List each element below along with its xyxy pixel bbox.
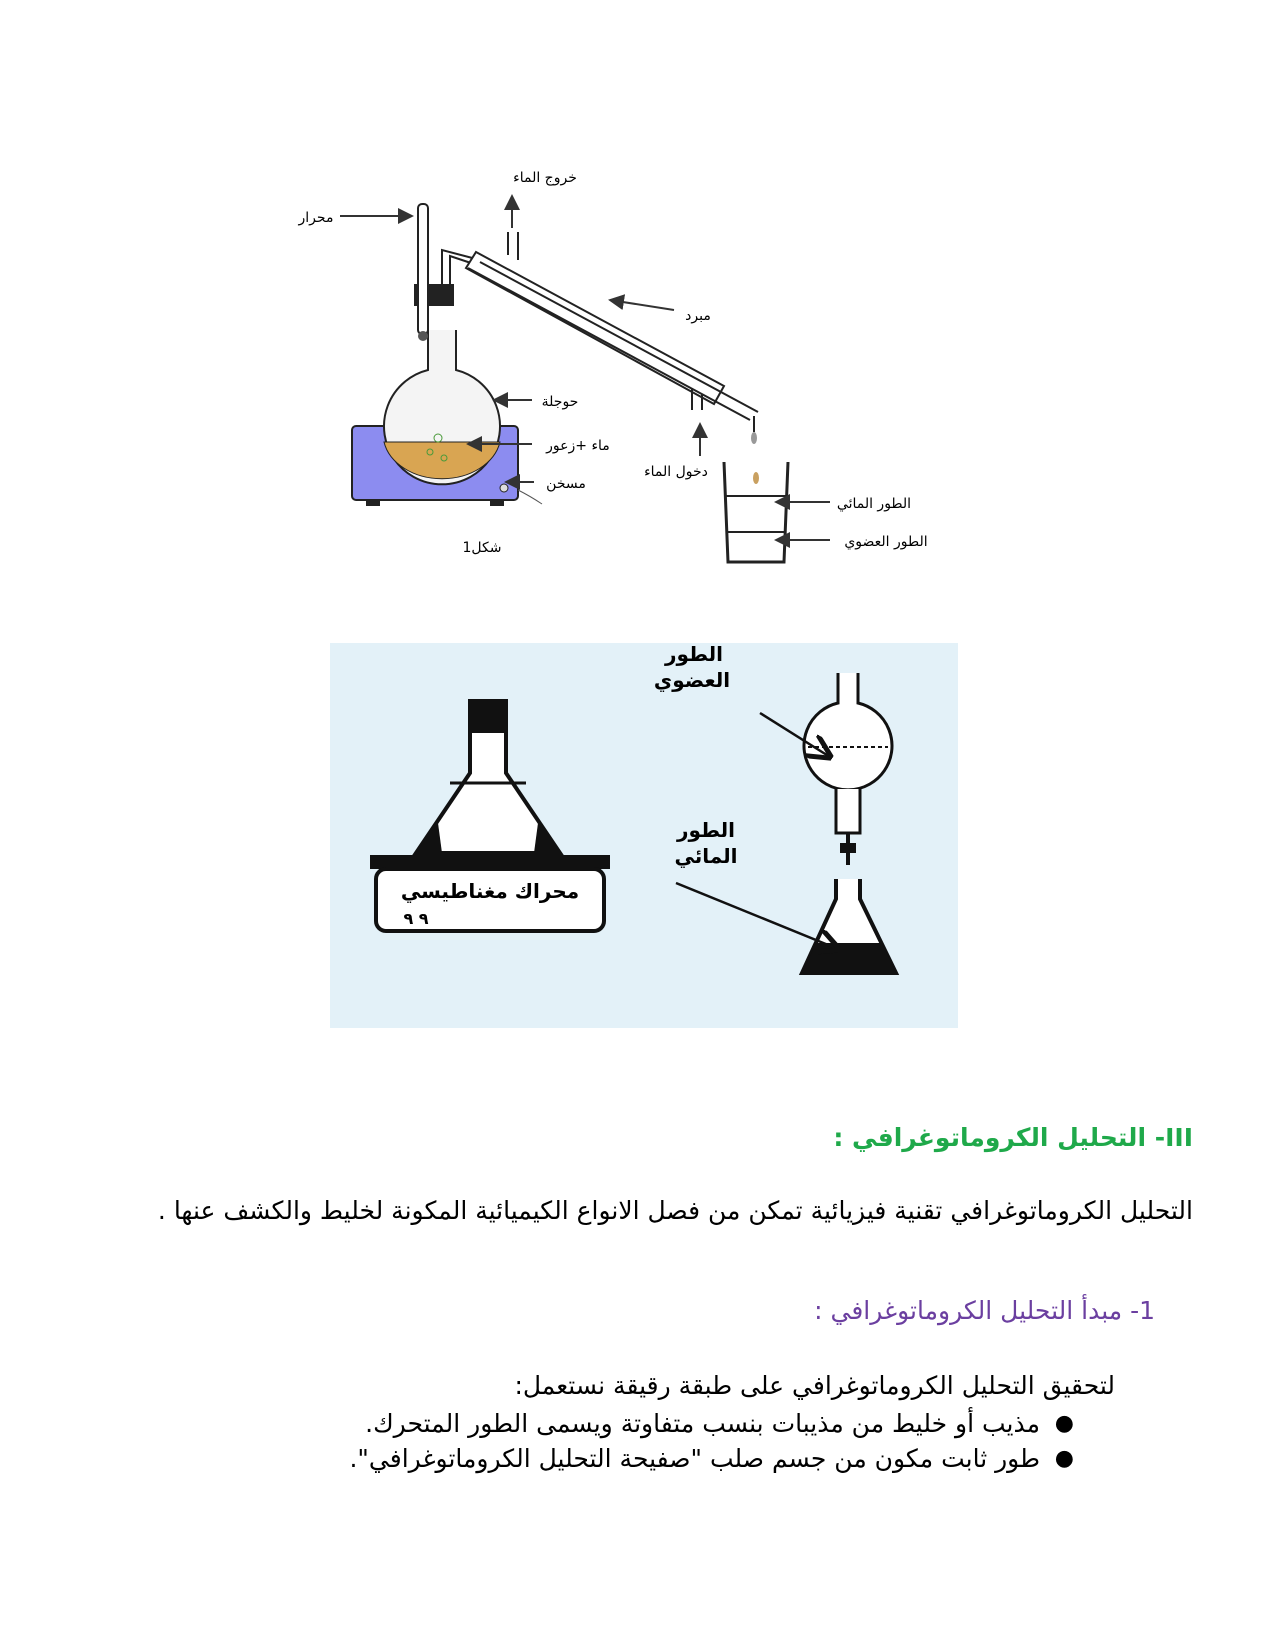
label-heater: مسخن <box>546 476 586 492</box>
label-aqueous-phase-line1: الطور <box>677 818 735 842</box>
list-item-text: مذيب أو خليط من مذيبات بنسب متفاوتة ويسمى الطور المتحرك. <box>365 1409 1040 1438</box>
label-aqueous-phase-line2: المائي <box>674 844 738 868</box>
label-flask: حوجلة <box>541 394 579 410</box>
label-water-out: خروج الماء <box>513 170 577 186</box>
stirrer-dial: ٩ ٩ <box>403 909 429 928</box>
thermometer <box>418 204 428 341</box>
list-item <box>180 1406 1080 1441</box>
label-water-cloves: ماء +زعور <box>546 438 610 454</box>
label-water-in: دخول الماء <box>644 464 708 480</box>
list-item <box>180 1441 1080 1476</box>
label-aqueous-phase: الطور المائي <box>836 496 912 512</box>
bullet-icon: ● <box>1054 1411 1074 1436</box>
list-intro: لتحقيق التحليل الكروماتوغرافي على طبقة رقيقة نستعمل: <box>514 1371 1115 1400</box>
round-bottom-flask <box>384 284 500 484</box>
extraction-figure <box>330 643 958 1028</box>
label-organic-phase-line2: العضوي <box>653 668 731 692</box>
magnetic-stirrer <box>370 855 610 931</box>
bullet-list <box>180 1406 1080 1476</box>
beaker <box>724 462 788 562</box>
label-magnetic-stirrer: محراك مغناطيسي <box>400 879 580 903</box>
label-thermometer: محرار <box>298 210 334 226</box>
subheading: 1- مبدأ التحليل الكروماتوغرافي : <box>814 1296 1155 1325</box>
list-item-text: طور ثابت مكون من جسم صلب "صفيحة التحليل الكروماتوغرافي". <box>349 1444 1040 1473</box>
section-heading: III- التحليل الكروماتوغرافي : <box>833 1123 1193 1152</box>
section-paragraph: التحليل الكروماتوغرافي تقنية فيزيائية تمكن من فصل الانواع الكيميائية المكونة لخليط والكشف عنها . <box>157 1196 1193 1225</box>
label-organic-phase: الطور العضوي <box>844 534 928 550</box>
label-condenser: مبرد <box>685 308 711 324</box>
label-organic-phase-line1: الطور <box>665 643 723 666</box>
distillation-figure <box>280 160 1000 600</box>
bullet-icon: ● <box>1054 1446 1074 1471</box>
figure-caption: شكل1 <box>462 540 502 556</box>
condenser <box>466 232 758 444</box>
